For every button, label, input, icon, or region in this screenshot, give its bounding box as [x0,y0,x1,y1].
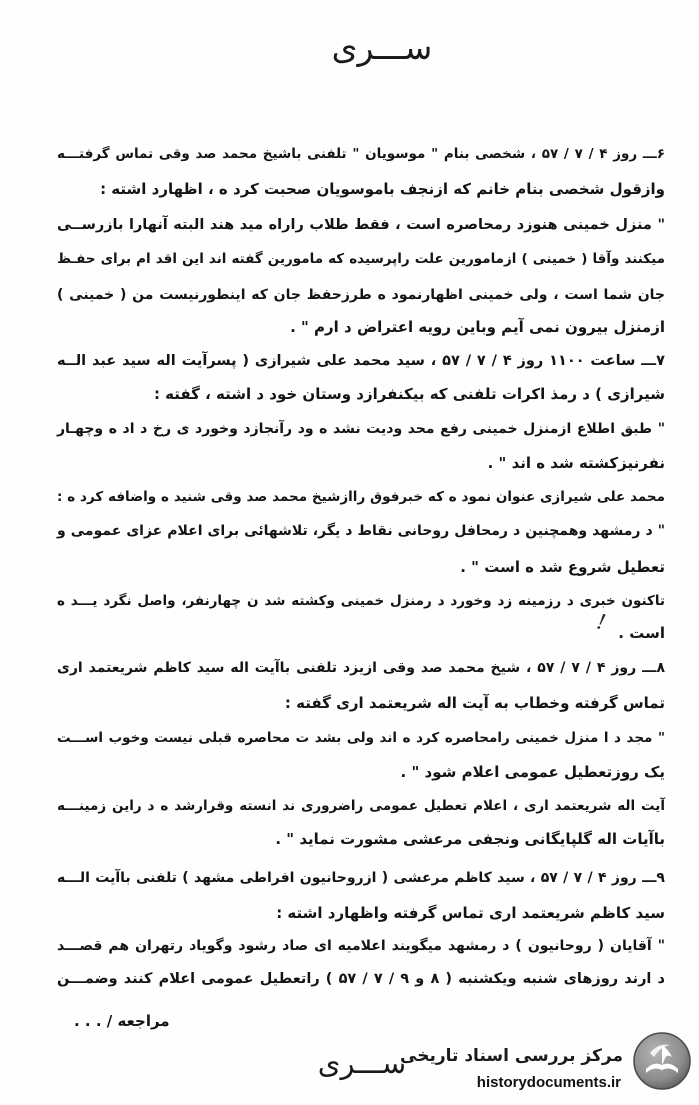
document-line: ۷ـــ ساعت ۱۱۰۰ روز ۴ / ۷ / ۵۷ ، سید محمد علی شیرازی ( پسرآیت اله سید عبد الــه [57,353,665,369]
document-line: محمد علی شیرازی عنوان نمود ه که خبرفوق راازشیخ محمد صد وقی شنید ه واضافه کرد ه : [57,489,665,505]
document-line: آیت اله شریعتمد اری ، اعلام تعطیل عمومی راضروری ند انسته وقرارشد ه د راین زمینـــه [57,798,665,814]
classification-footer: ســـری [317,1046,407,1080]
document-line: " منزل خمینی هنوزد رمحاصره است ، فقط طلاب راراه مید هند البته آنهارا بازرســی [57,217,665,233]
classification-header: ســـری [331,28,433,67]
handwritten-margin-mark: ! [594,609,608,635]
watermark-org-name: مرکز بررسی اسناد تاریخی [400,1046,623,1066]
document-line: ۶ـــ روز ۴ / ۷ / ۵۷ ، شخصی بنام " موسویان " تلفنی باشیخ محمد صد وقی تماس گرفتـــه [57,146,665,162]
document-line: وازقول شخصی بنام خانم که ازنجف باموسویان صحبت کرد ه ، اظهارد اشته : [100,180,665,198]
document-line: ازمنزل بیرون نمی آیم وباین رویه اعتراض د ارم " . [290,318,665,336]
document-line: " آقایان ( روحانیون ) د رمشهد میگویند اعلامیه ای صاد رشود وگویاد رتهران هم قصـــد [57,938,665,954]
document-line: جان شما است ، ولی خمینی اظهارنمود ه طرزحفظ جان که اینطورنیست من ( خمینی ) [57,287,665,303]
document-line: " طبق اطلاع ازمنزل خمینی رفع محد ودیت نشد ه ود رآنجازد وخورد ی رخ د اد ه وچهـار [57,421,665,437]
document-line: باآیات اله گلپایگانی ونجفی مرعشی مشورت نماید " . [275,830,665,848]
document-line: ۹ـــ روز ۴ / ۷ / ۵۷ ، سید کاظم مرعشی ( ازروحانیون افراطی مشهد ) تلفنی باآیت الـــه [57,870,665,886]
document-line: " مجد د ا منزل خمینی رامحاصره کرد ه اند ولی بشد ت محاصره قبلی نیست وخوب اســـت [57,730,665,746]
document-line: نفرنیزکشته شد ه اند " . [487,454,665,472]
history-documents-logo-icon [632,1031,692,1091]
document-line: یک روزتعطیل عمومی اعلام شود " . [400,763,665,781]
document-line: " د رمشهد وهمچنین د رمحافل روحانی نقاط د یگر، تلاشهائی برای اعلام عزای عمومی و [57,523,665,539]
document-line: است . [618,624,665,642]
document-line: تعطیل شروع شد ه است " . [460,558,665,576]
document-line: تاکنون خبری د رزمینه زد وخورد د رمنزل خمینی وکشته شد ن چهارنفر، واصل نگرد یـــد ه [57,593,665,609]
continuation-note: مراجعه / . . . [74,1012,170,1030]
document-line: ۸ـــ روز ۴ / ۷ / ۵۷ ، شیخ محمد صد وقی ازیزد تلفنی باآیت اله سید کاظم شریعتمد اری [57,660,665,676]
document-line: د ارند روزهای شنبه ویکشنبه ( ۸ و ۹ / ۷ / ۵۷ ) راتعطیل عمومی اعلام کنند وضمـــن [57,971,665,987]
document-line: تماس گرفته وخطاب به آیت اله شریعتمد اری گفته : [284,694,665,712]
document-line: شیرازی ) د رمذ اکرات تلفنی که بیکنفرازد وستان خود د اشته ، گفته : [153,385,665,403]
document-line: میکنند وآقا ( خمینی ) ازمامورین علت راپرسیده که مامورین گفته اند این اقد ام برای حفـظ [57,251,665,267]
document-line: سید کاظم شریعتمد اری تماس گرفته واظهارد اشته : [276,904,665,922]
watermark-website: historydocuments.ir [476,1074,621,1091]
